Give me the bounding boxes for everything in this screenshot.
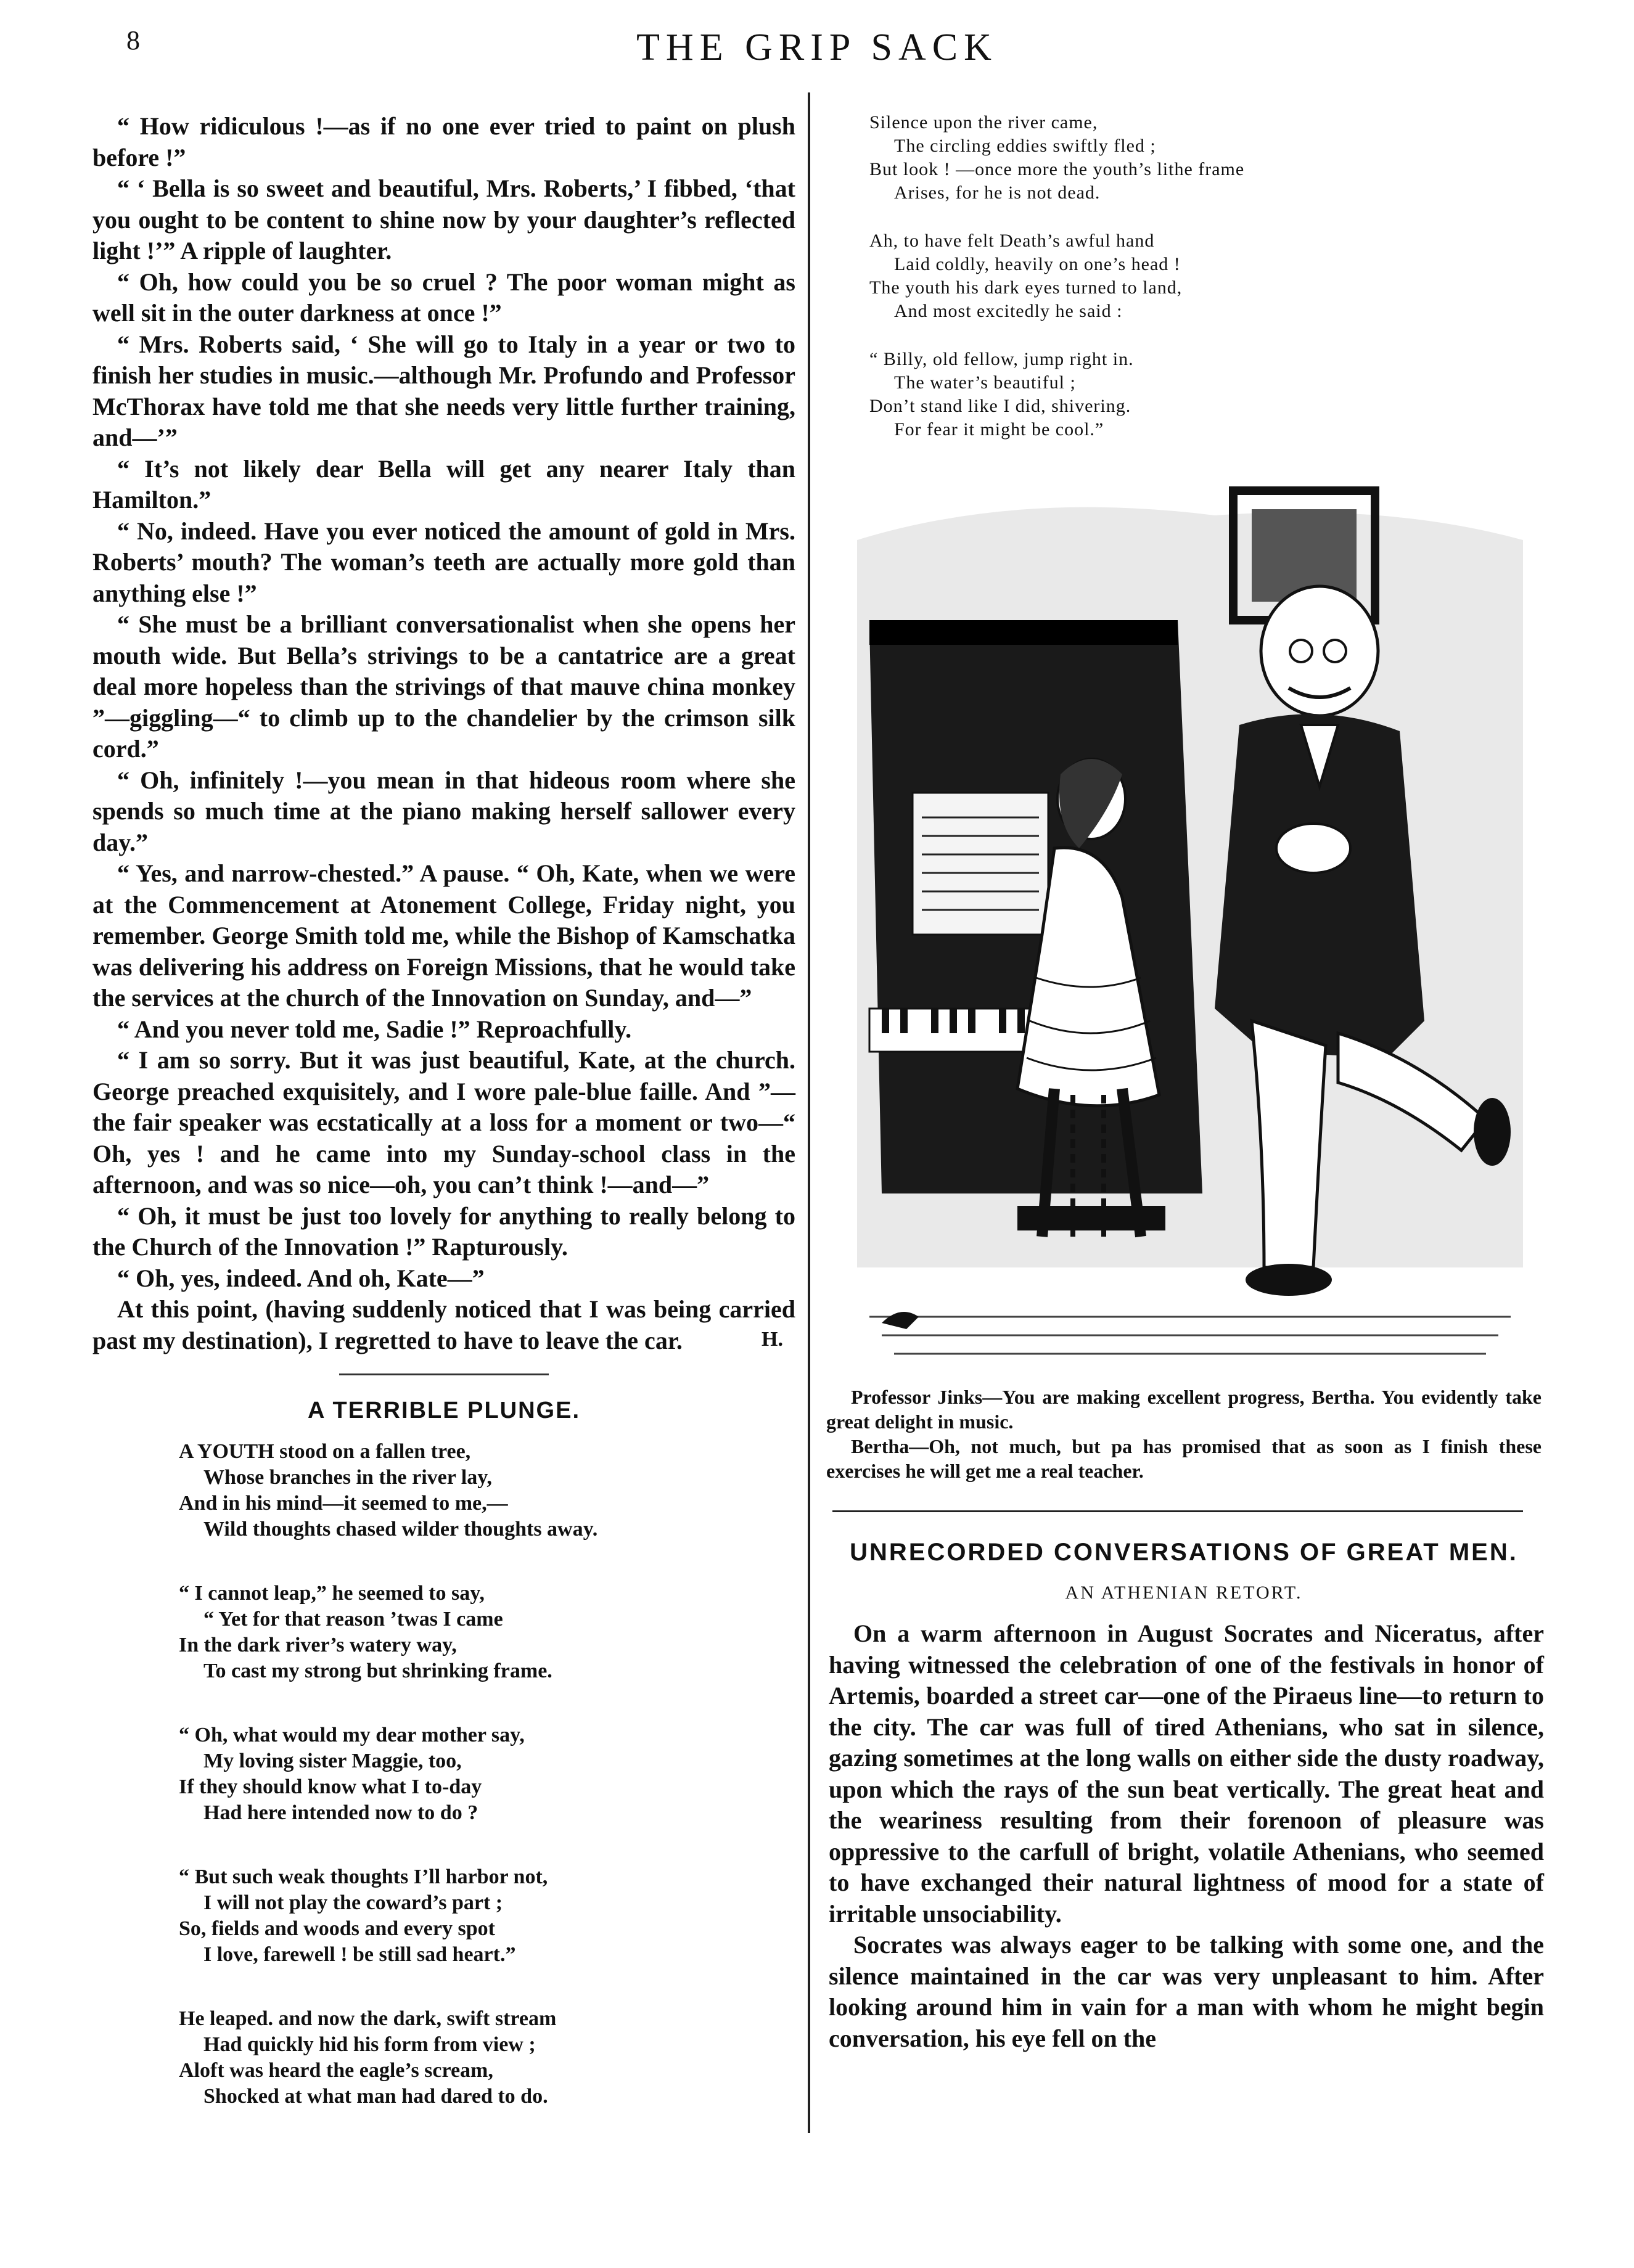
verse-line: Arises, for he is not dead. [894,182,1101,203]
stanza [869,111,1548,205]
engraving-illustration [832,466,1535,1372]
verse-line: And most excitedly he said : [894,301,1123,321]
verse-line: And in his mind—it seemed to me,— [179,1492,508,1515]
verse-line: The water’s beautiful ; [894,372,1076,393]
paragraph: “ Mrs. Roberts said, ‘ She will go to Italy in a year or two to finish her studies in music.—although Mr. Profundo and Professor McThorax have told me that she needs very little further training, and—’” [92,330,795,451]
verse-line: “ But such weak thoughts I’ll harbor not, [179,1865,548,1888]
left-column [92,111,795,2148]
verse-line: A YOUTH stood on a fallen tree, [179,1440,471,1463]
paragraph: At this point, (having suddenly noticed that I was being carried past my destination), I regretted to have to leave the car. [92,1295,795,1354]
paragraph: “ Oh, it must be just too lovely for anything to really belong to the Church of the Innovation !” Rapturously. [92,1202,795,1261]
right-column [820,111,1548,2054]
verse-line: I will not play the coward’s part ; [203,1891,503,1914]
stanza [869,229,1548,323]
paragraph: “ It’s not likely dear Bella will get any nearer Italy than Hamilton.” [92,454,795,514]
dialogue-text [92,111,795,1354]
illustration-caption [820,1385,1548,1483]
verse-line: If they should know what I to-day [179,1775,482,1798]
paragraph: “ No, indeed. Have you ever noticed the amount of gold in Mrs. Roberts’ mouth? The woman’s teeth are actually more gold than anything else !” [92,517,795,607]
paragraph: “ How ridiculous !—as if no one ever tried to paint on plush before !” [92,112,795,171]
paragraph: Socrates was always eager to be talking with some one, and the silence maintained in the car was very unpleasant to him. After looking around him in vain for a man with whom he might begin conversation, his eye fell on the [829,1931,1544,2052]
paragraph: On a warm afternoon in August Socrates and Niceratus, after having witnessed the celebration of one of the festivals in honor of Artemis, boarded a street car—one of the Piraeus line—to return to the city. The car was full of tired Athenians, who sat in silence, gazing sometimes at the long walls on either side the dusty roadway, upon which the rays of the sun beat vertically. The great heat and the weariness resulting from their forenoon of pleasure was oppressive to the carfull of bright, volatile Athenians, who seemed to have exchanged their natural lightness of mood for a state of irritable unsociability. [829,1619,1544,1928]
verse-line: Had quickly hid his form from view ; [203,2033,536,2056]
verse-line: Aloft was heard the eagle’s scream, [179,2059,493,2082]
stanza [179,1581,795,1684]
verse-line: “ Oh, what would my dear mother say, [179,1724,525,1746]
verse-line: Had here intended now to do ? [203,1801,478,1824]
stanza [179,1722,795,1826]
verse-line: So, fields and woods and every spot [179,1917,495,1940]
verse-line: I love, farewell ! be still sad heart.” [203,1943,516,1966]
verse-line: “ I cannot leap,” he seemed to say, [179,1582,485,1605]
verse-line: Whose branches in the river lay, [203,1466,492,1489]
verse-line: Don’t stand like I did, shivering. [869,396,1131,416]
verse-line: Wild thoughts chased wilder thoughts away. [203,1518,598,1541]
section-divider [339,1373,549,1375]
caption-line: Professor Jinks—You are making excellent progress, Bertha. You evidently take great delight in music. [826,1386,1542,1433]
section-divider [832,1510,1523,1512]
paragraph: “ She must be a brilliant conversationalist when she opens her mouth wide. But Bella’s strivings to be a cantatrice are a great deal more hopeless than the strivings of that mauve china monkey ”—giggling—“ to climb up to the chandelier by the crimson silk cord.” [92,610,795,763]
poem [92,1398,795,2110]
article-title: UNRECORDED CONVERSATIONS OF GREAT MEN. [850,1539,1518,1566]
paragraph: “ Oh, yes, indeed. And oh, Kate—” [117,1264,485,1292]
verse-line: In the dark river’s watery way, [179,1634,457,1656]
page-number: 8 [126,25,140,55]
paragraph: “ And you never told me, Sadie !” Reproachfully. [117,1015,632,1043]
verse-line: For fear it might be cool.” [894,419,1104,440]
paragraph: “ I am so sorry. But it was just beautiful, Kate, at the church. George preached exquisitely, and I wore pale-blue faille. And ”—the fair speaker was ecstatically at a loss for a moment or two—“ Oh, yes ! and he came into my Sunday-school class in the afternoon, and was so nice—oh, you can’t think !—and—” [92,1046,795,1198]
paragraph: “ Oh, infinitely !—you mean in that hideous room where she spends so much time at the piano making herself sallower every day.” [92,766,795,856]
verse-line: “ Yet for that reason ’twas I came [203,1608,503,1631]
verse-line: Ah, to have felt Death’s awful hand [869,231,1155,251]
verse-line: Silence upon the river came, [869,112,1098,133]
caption-line: Bertha—Oh, not much, but pa has promised that as soon as I finish these exercises he will get me a real teacher. [826,1435,1542,1482]
paragraph: “ ‘ Bella is so sweet and beautiful, Mrs. Roberts,’ I fibbed, ‘that you ought to be content to shine now by your daughter’s reflected light !’” A ripple of laughter. [92,174,795,264]
verse-line: Laid coldly, heavily on one’s head ! [894,254,1181,274]
stanza [179,1439,795,1542]
article [820,1537,1548,2054]
verse-line: My loving sister Maggie, too, [203,1750,462,1772]
verse-line: To cast my strong but shrinking frame. [203,1660,552,1682]
verse-line: The circling eddies swiftly fled ; [894,136,1156,156]
stanza [179,1864,795,1968]
poem-continued [820,111,1548,441]
verse-line: “ Billy, old fellow, jump right in. [869,349,1134,369]
verse-line: The youth his dark eyes turned to land, [869,277,1183,298]
verse-line: He leaped. and now the dark, swift stream [179,2007,557,2030]
paragraph: “ Oh, how could you be so cruel ? The poor woman might as well sit in the outer darkness at once !” [92,268,795,327]
stanza [869,348,1548,441]
running-title: THE GRIP SACK [636,27,998,68]
verse-line: Shocked at what man had dared to do. [203,2085,548,2108]
paragraph: “ Yes, and narrow-chested.” A pause. “ Oh, Kate, when we were at the Commencement at Atonement College, Friday night, you remember. George Smith told me, while the Bishop of Kamschatka was delivering his address on Foreign Missions, that he would take the services at the church of the Innovation on Sunday, and—” [92,859,795,1012]
verse-line: But look ! —once more the youth’s lithe frame [869,159,1245,179]
signature: H. [762,1328,783,1351]
column-divider [808,92,810,2133]
article-subtitle: AN ATHENIAN RETORT. [1065,1582,1303,1603]
poem-title: A TERRIBLE PLUNGE. [307,1398,581,1423]
stanza [179,2006,795,2110]
